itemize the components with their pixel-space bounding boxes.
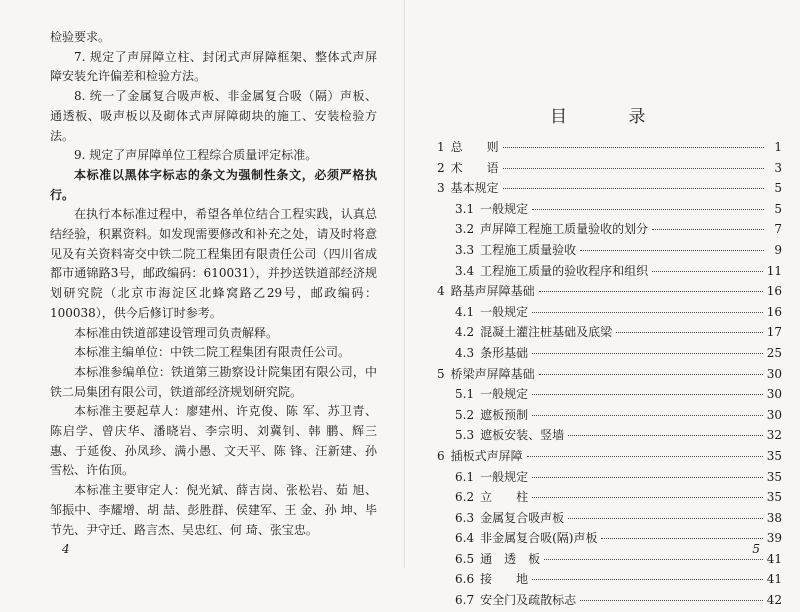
toc-leader-dots — [580, 250, 764, 251]
body-paragraph: 本标准主要审定人：倪光斌、薛吉岗、张松岩、茹 旭、邹振中、李耀增、胡 喆、彭胜群、侯建军、王 金、孙 坤、毕节先、尹守迁、路言杰、吴忠红、何 琦、张宝忠。 — [50, 483, 377, 537]
toc-entry-number: 6.5 — [455, 551, 475, 566]
toc-leader-dots — [532, 209, 764, 210]
toc-entry[interactable] — [437, 426, 782, 447]
table-of-contents — [437, 138, 782, 612]
toc-entry-number: 5.3 — [455, 428, 475, 443]
toc-leader-dots — [532, 477, 763, 478]
toc-entry-page: 1 — [774, 140, 782, 154]
toc-entry-page: 25 — [766, 345, 782, 360]
toc-entry-title: 接 地 — [480, 572, 529, 587]
toc-title: 目 录 — [550, 107, 674, 127]
toc-entry-page: 30 — [766, 387, 782, 402]
toc-entry-title: 一般规定 — [480, 201, 529, 216]
toc-entry-title: 工程施工质量验收 — [480, 242, 577, 257]
toc-entry[interactable] — [437, 365, 782, 386]
toc-entry-page: 38 — [766, 510, 782, 525]
toc-entry-page: 41 — [766, 572, 782, 587]
left-page-text — [50, 28, 377, 540]
toc-leader-dots — [532, 579, 763, 580]
toc-leader-dots — [503, 168, 764, 169]
toc-leader-dots — [532, 353, 763, 354]
toc-entry[interactable] — [437, 570, 782, 591]
toc-leader-dots — [568, 435, 763, 436]
toc-leader-dots — [539, 291, 763, 292]
body-paragraph: 本标准由铁道部建设管理司负责解释。 — [74, 325, 279, 340]
toc-leader-dots — [601, 538, 762, 539]
toc-entry-number: 4.3 — [455, 345, 475, 360]
toc-entry-number: 1 — [437, 140, 445, 154]
toc-entry-page: 5 — [774, 201, 782, 216]
toc-entry-page: 7 — [774, 222, 782, 237]
toc-entry-page: 5 — [774, 181, 782, 196]
toc-entry-title: 条形基础 — [480, 345, 529, 360]
toc-leader-dots — [503, 188, 764, 189]
body-paragraph: 在执行本标准过程中，希望各单位结合工程实践，认真总结经验，积累资料。如发现需要修改和补充之处，请及时将意见及有关资料寄交中铁二院工程集团有限责任公司（四川省成都市通锦路3号，邮政编码：610031），并抄送铁道部经济规划研究院（北京市海淀区北蜂窝路乙29号，邮政编码：100038），供今后修订时参考。 — [50, 207, 377, 320]
toc-entry-title: 路基声屏障基础 — [450, 284, 535, 299]
toc-leader-dots — [652, 229, 764, 230]
toc-entry[interactable] — [437, 406, 782, 427]
toc-entry-page: 35 — [766, 469, 782, 484]
toc-entry[interactable] — [437, 468, 782, 489]
toc-leader-dots — [532, 394, 763, 395]
toc-entry[interactable] — [437, 241, 782, 262]
toc-entry[interactable] — [437, 282, 782, 303]
toc-entry-title: 术 语 — [450, 160, 499, 175]
toc-leader-dots — [616, 332, 763, 333]
toc-entry-title: 基本规定 — [450, 181, 499, 196]
toc-entry-number: 4.1 — [455, 304, 475, 319]
toc-entry[interactable] — [437, 323, 782, 344]
toc-entry-page: 17 — [766, 325, 782, 340]
toc-entry-title: 非金属复合吸(隔)声板 — [480, 531, 598, 546]
right-page — [405, 0, 800, 608]
toc-leader-dots — [527, 456, 763, 457]
toc-entry[interactable] — [437, 303, 782, 324]
toc-entry-number: 5.1 — [455, 387, 475, 402]
toc-entry-page: 16 — [766, 284, 782, 299]
toc-entry-title: 遮板安装、竖墙 — [480, 428, 565, 443]
toc-entry[interactable] — [437, 488, 782, 509]
toc-entry-number: 6.3 — [455, 510, 475, 525]
toc-entry-number: 3.3 — [455, 242, 475, 257]
toc-entry-title: 一般规定 — [480, 304, 529, 319]
toc-entry-page: 30 — [766, 407, 782, 422]
toc-entry-page: 16 — [766, 304, 782, 319]
toc-entry-title: 安全门及疏散标志 — [480, 593, 577, 608]
toc-entry[interactable] — [437, 447, 782, 468]
toc-entry-page: 41 — [766, 551, 782, 566]
toc-leader-dots — [532, 497, 763, 498]
toc-entry-title: 混凝土灌注桩基础及底梁 — [480, 325, 613, 340]
toc-entry[interactable] — [437, 138, 782, 159]
body-paragraph: 8. 统一了金属复合吸声板、非金属复合吸（隔）声板、通透板、吸声板以及砌体式声屏障砌块的施工、安装检验方法。 — [50, 89, 377, 143]
body-paragraph: 本标准主编单位：中铁二院工程集团有限责任公司。 — [74, 345, 351, 360]
toc-entry[interactable] — [437, 385, 782, 406]
toc-entry[interactable] — [437, 529, 782, 550]
toc-entry-number: 3.1 — [455, 201, 475, 216]
toc-entry-page: 42 — [766, 593, 782, 608]
toc-entry-number: 6.7 — [455, 593, 475, 608]
toc-entry-title: 一般规定 — [480, 387, 529, 402]
toc-entry[interactable] — [437, 262, 782, 283]
toc-entry-number: 3.4 — [455, 263, 475, 278]
toc-entry-title: 通 透 板 — [480, 551, 541, 566]
toc-entry-number: 6.2 — [455, 490, 475, 505]
toc-entry-number: 6.1 — [455, 469, 475, 484]
toc-entry[interactable] — [437, 159, 782, 180]
toc-entry-title: 工程施工质量的验收程序和组织 — [480, 263, 649, 278]
toc-entry-page: 39 — [766, 531, 782, 546]
right-page-number: 5 — [752, 542, 760, 556]
toc-entry-title: 总 则 — [450, 140, 499, 154]
toc-leader-dots — [580, 600, 763, 601]
toc-entry-number: 5 — [437, 366, 445, 381]
toc-entry-page: 3 — [774, 160, 782, 175]
toc-entry[interactable] — [437, 179, 782, 200]
toc-entry-title: 插板式声屏障 — [450, 448, 523, 463]
toc-entry[interactable] — [437, 550, 782, 571]
toc-entry-number: 4 — [437, 284, 445, 299]
body-paragraph: 9. 规定了声屏障单位工程综合质量评定标准。 — [74, 148, 318, 163]
toc-entry-number: 6.6 — [455, 572, 475, 587]
toc-entry-page: 30 — [766, 366, 782, 381]
toc-leader-dots — [539, 374, 763, 375]
toc-entry-title: 遮板预制 — [480, 407, 529, 422]
toc-entry[interactable] — [437, 509, 782, 530]
toc-leader-dots — [568, 518, 763, 519]
toc-entry[interactable] — [437, 220, 782, 241]
toc-entry-page: 35 — [766, 448, 782, 463]
toc-entry-page: 32 — [766, 428, 782, 443]
toc-entry[interactable] — [437, 344, 782, 365]
toc-leader-dots — [652, 271, 763, 272]
toc-entry[interactable] — [437, 591, 782, 612]
toc-leader-dots — [544, 559, 763, 560]
body-paragraph: 本标准以黑体字标志的条文为强制性条文，必须严格执行。 — [50, 167, 377, 202]
left-page-number: 4 — [62, 542, 70, 556]
left-page — [0, 0, 405, 568]
toc-entry-page: 9 — [774, 242, 782, 257]
body-paragraph: 7. 规定了声屏障立柱、封闭式声屏障框架、整体式声屏障安装允许偏差和检验方法。 — [50, 49, 377, 84]
toc-entry-number: 6 — [437, 448, 445, 463]
toc-entry-number: 6.4 — [455, 531, 475, 546]
toc-entry-number: 3 — [437, 181, 445, 196]
toc-entry-number: 2 — [437, 160, 445, 175]
body-paragraph: 本标准参编单位：铁道第三勘察设计院集团有限公司，中铁二局集团有限公司，铁道部经济规划研究院。 — [50, 364, 377, 399]
toc-entry[interactable] — [437, 200, 782, 221]
body-paragraph: 本标准主要起草人：廖建州、许克俊、陈 军、苏卫青、陈启学、曾庆华、潘晓岩、李宗明、刘冀钊、韩 鹏、辉三惠、于延俊、孙凤珍、满小愚、文天平、陈 锋、汪新建、孙雪松、许佑顶。 — [50, 404, 377, 478]
toc-entry-number: 4.2 — [455, 325, 475, 340]
toc-entry-number: 3.2 — [455, 222, 475, 237]
toc-entry-title: 桥梁声屏障基础 — [450, 366, 535, 381]
toc-leader-dots — [532, 415, 763, 416]
toc-leader-dots — [532, 312, 763, 313]
toc-entry-title: 一般规定 — [480, 469, 529, 484]
toc-entry-number: 5.2 — [455, 407, 475, 422]
toc-entry-title: 声屏障工程施工质量验收的划分 — [480, 222, 649, 237]
toc-entry-page: 35 — [766, 490, 782, 505]
toc-entry-page: 11 — [766, 263, 782, 278]
toc-entry-title: 金属复合吸声板 — [480, 510, 565, 525]
toc-entry-title: 立 柱 — [480, 490, 529, 505]
toc-leader-dots — [503, 147, 764, 148]
body-paragraph: 检验要求。 — [50, 30, 111, 44]
